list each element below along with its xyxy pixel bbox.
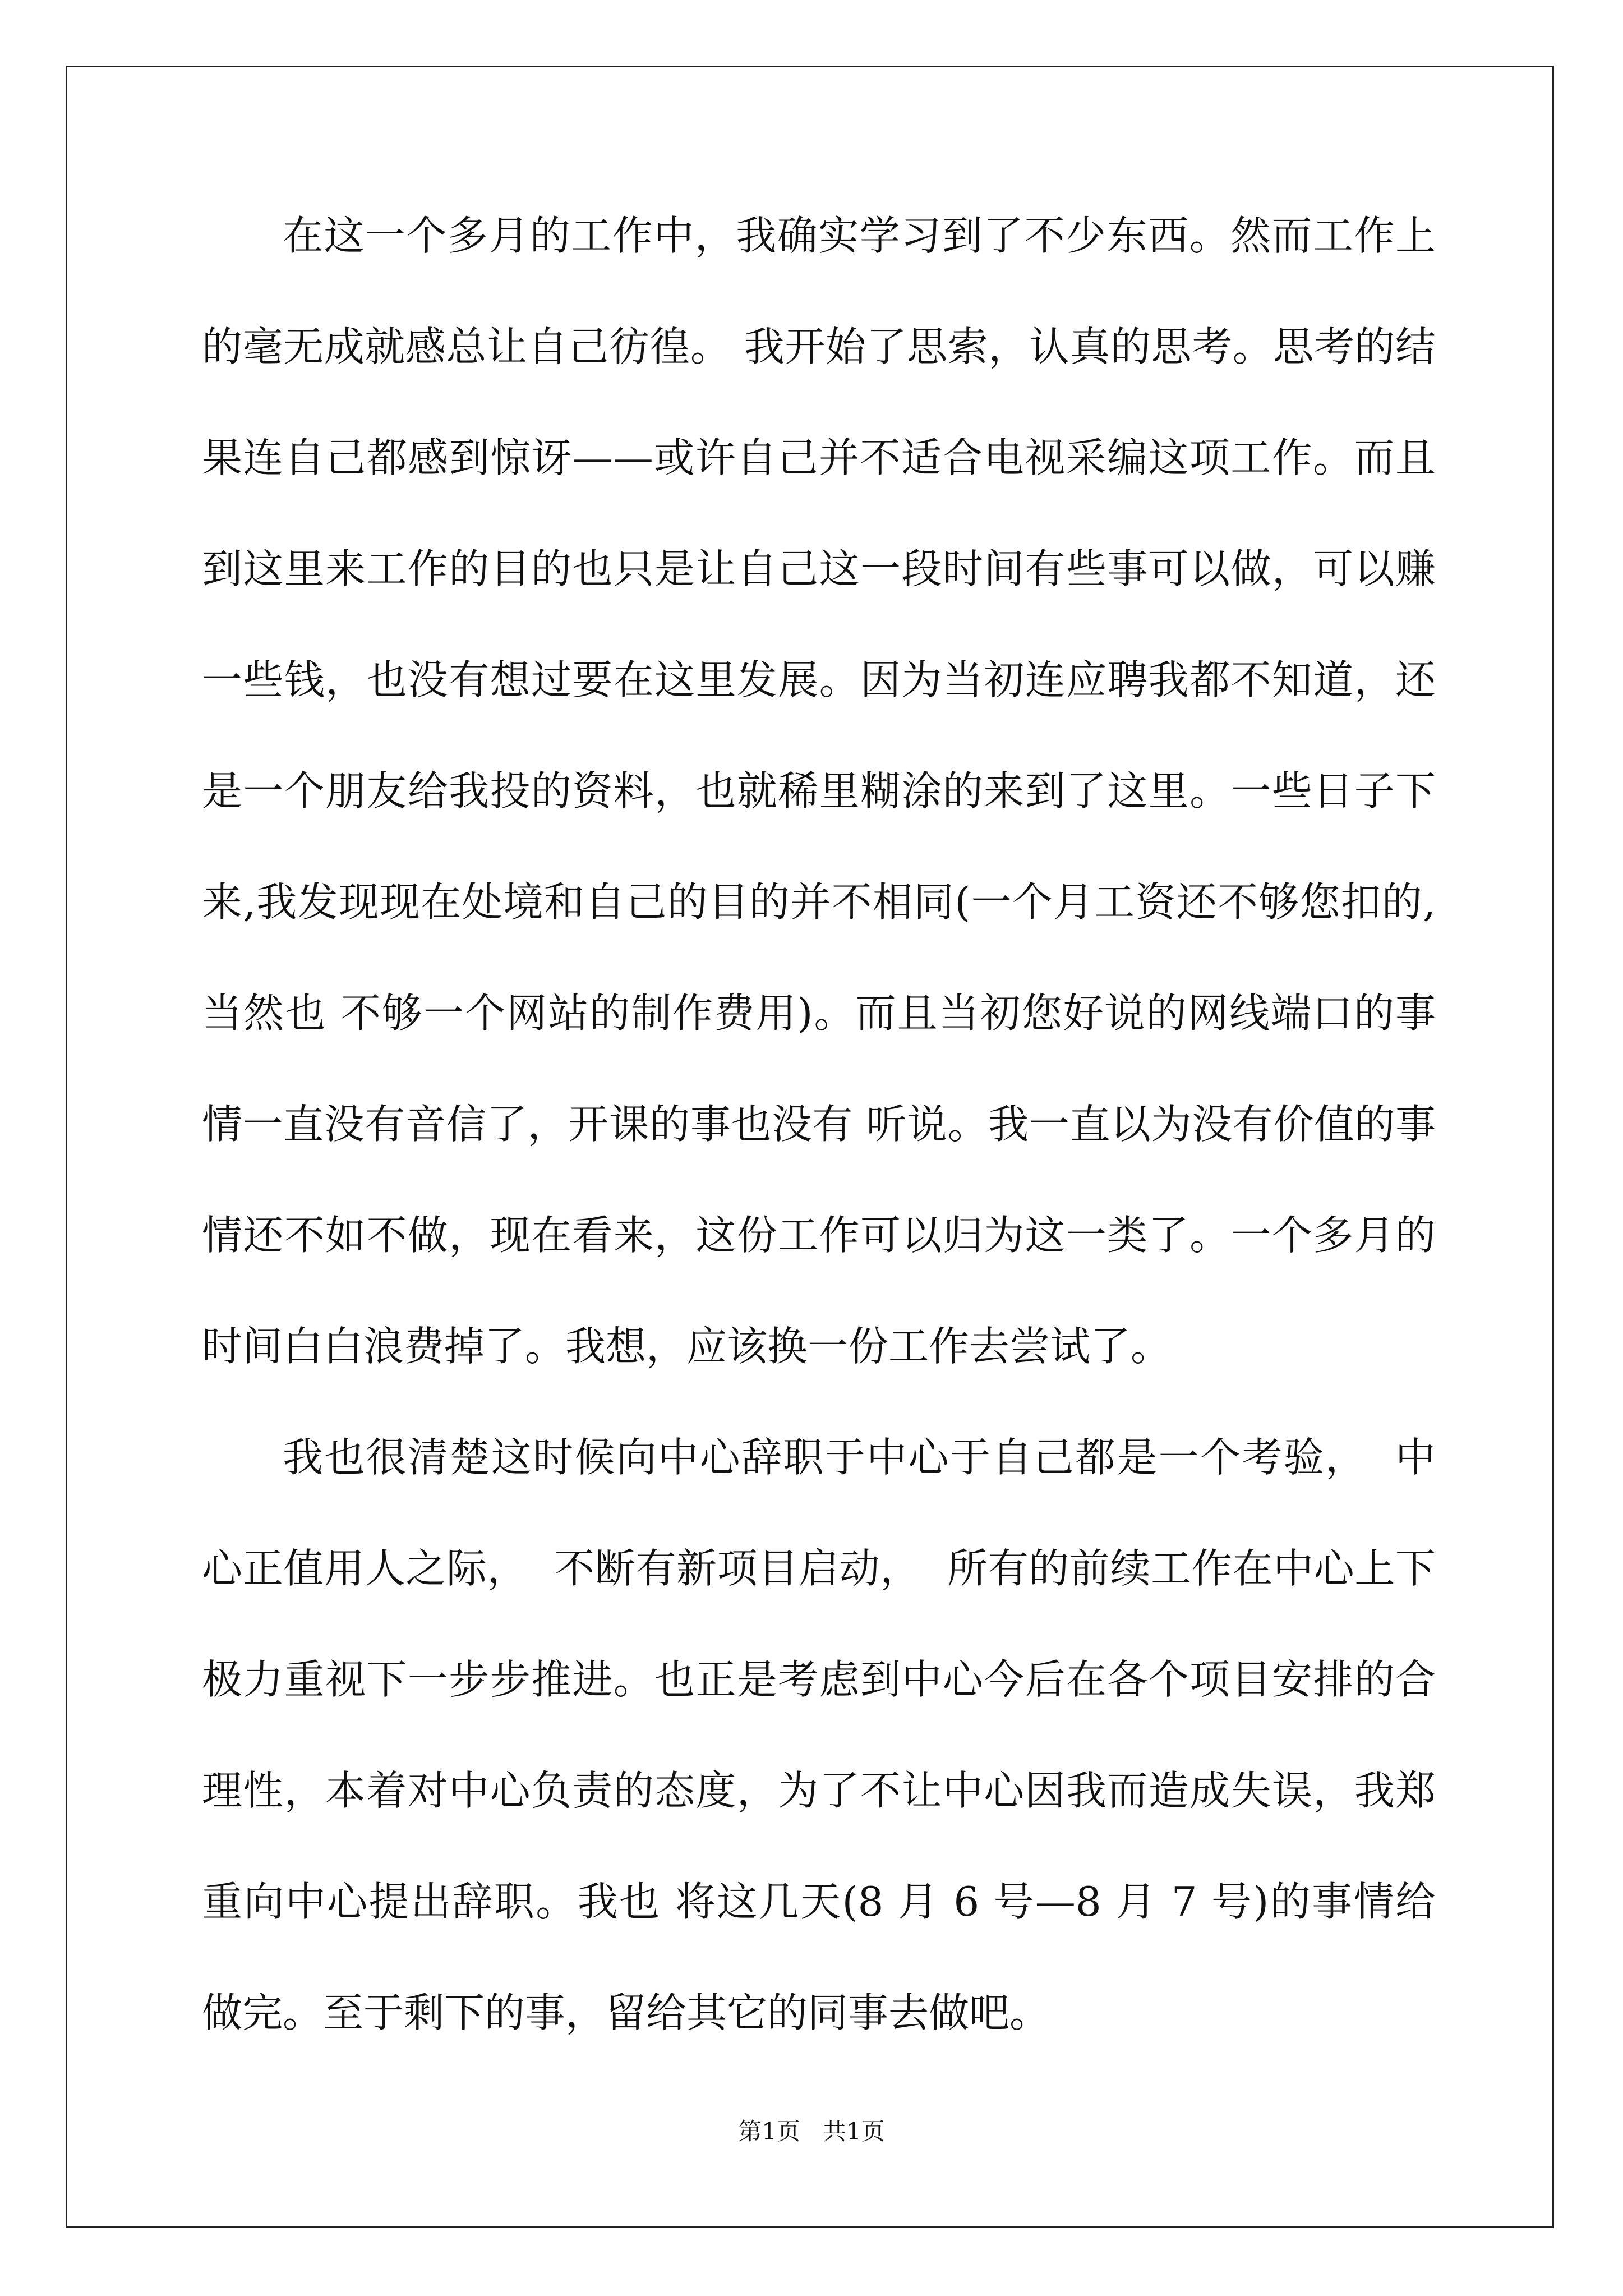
paragraph-1-line-3: 果连自己都感到惊讶——或许自己并不适合电视采编这项工作。而且 — [202, 434, 1436, 481]
paragraph-1-line-4: 到这里来工作的目的也只是让自己这一段时间有些事可以做，可以赚 — [202, 545, 1436, 592]
paragraph-2-line-2: 心正值用人之际， 不断有新项目启动， 所有的前续工作在中心上下 — [202, 1545, 1436, 1592]
paragraph-1-line-7: 来,我发现现在处境和自己的目的并不相同(一个月工资还不够您扣的, — [202, 878, 1436, 926]
paragraph-1-line-1: 在这一个多月的工作中，我确实学习到了不少东西。然而工作上 — [283, 212, 1436, 259]
paragraph-1-line-8: 当然也 不够一个网站的制作费用)。而且当初您好说的网线端口的事 — [202, 990, 1436, 1037]
paragraph-1-line-11: 时间白白浪费掉了。我想，应该换一份工作去尝试了。 — [202, 1323, 1172, 1370]
page-footer — [0, 2115, 1623, 2148]
paragraph-1-line-2: 的毫无成就感总让自己彷徨。 我开始了思索，认真的思考。思考的结 — [202, 323, 1436, 370]
paragraph-2-line-3: 极力重视下一步步推进。也正是考虑到中心今后在各个项目安排的合 — [202, 1656, 1436, 1703]
paragraph-1-line-6: 是一个朋友给我投的资料，也就稀里糊涂的来到了这里。一些日子下 — [202, 767, 1436, 815]
paragraph-2-line-6: 做完。至于剩下的事，留给其它的同事去做吧。 — [202, 1989, 1050, 2036]
page-number: 第1页 — [738, 2118, 800, 2145]
paragraph-2-line-4: 理性，本着对中心负责的态度，为了不让中心因我而造成失误，我郑 — [202, 1767, 1436, 1814]
paragraph-1-line-10: 情还不如不做，现在看来，这份工作可以归为这一类了。一个多月的 — [202, 1212, 1436, 1259]
paragraph-2-line-1: 我也很清楚这时候向中心辞职于中心于自己都是一个考验， 中 — [283, 1434, 1436, 1481]
paragraph-1-line-9: 情一直没有音信了，开课的事也没有 听说。我一直以为没有价值的事 — [202, 1101, 1436, 1148]
paragraph-1-line-5: 一些钱，也没有想过要在这里发展。因为当初连应聘我都不知道，还 — [202, 656, 1436, 703]
page-total: 共1页 — [823, 2118, 885, 2145]
paragraph-2-line-5: 重向中心提出辞职。我也 将这几天(8 月 6 号—8 月 7 号)的事情给 — [202, 1878, 1436, 1925]
